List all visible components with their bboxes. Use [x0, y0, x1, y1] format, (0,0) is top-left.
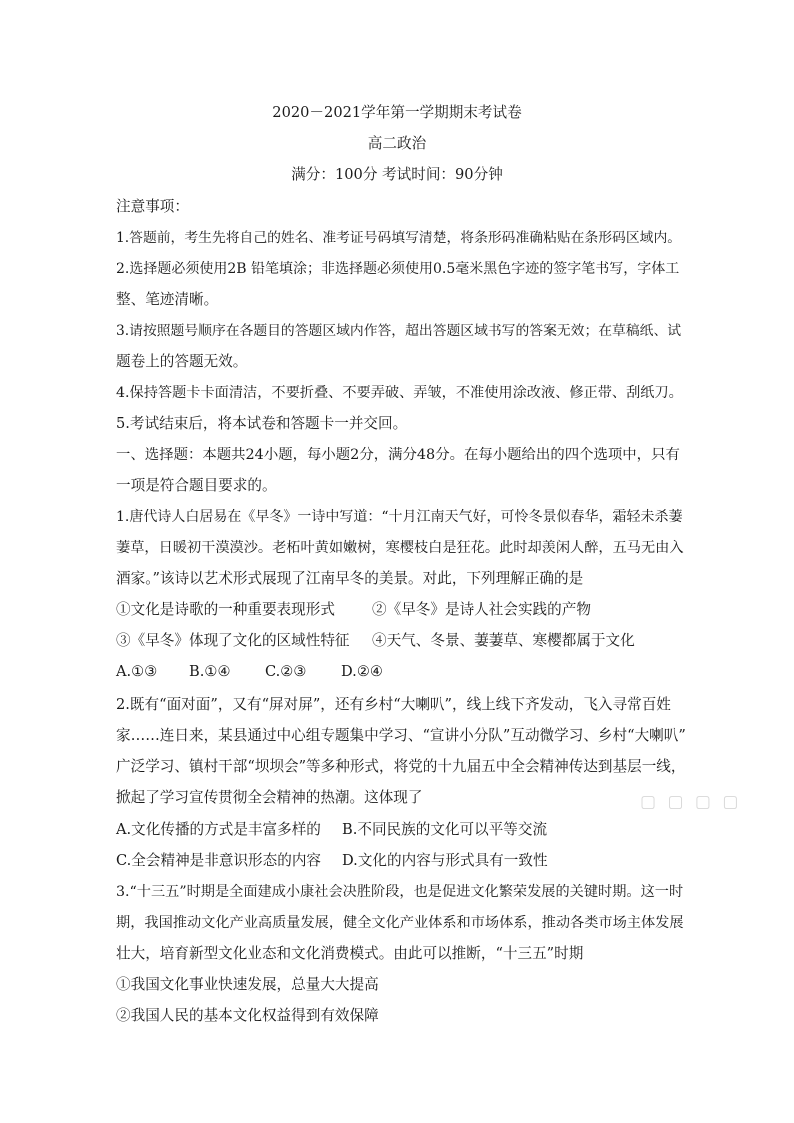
question-1-choice-b: B.①④ — [189, 663, 231, 680]
question-1-statement: ②《早冬》是诗人社会实践的产物 — [372, 601, 591, 618]
question-3-statement: ②我国人民的基本文化权益得到有效保障 — [116, 1007, 379, 1024]
watermark: ▢ ▢ ▢ ▢ — [640, 792, 742, 812]
section-heading: 一、选择题：本题共24小题，每小题2分，满分48分。在每小题给出的四个选项中，只有 — [116, 447, 680, 463]
exam-title: 2020－2021学年第一学期期末考试卷 — [272, 104, 522, 121]
exam-subject: 高二政治 — [367, 135, 427, 152]
notice-line: 5.考试结束后，将本试卷和答题卡一并交回。 — [116, 415, 408, 432]
notice-line: 整、笔迹清晰。 — [116, 291, 219, 308]
question-2-choice-b: B.不同民族的文化可以平等交流 — [342, 821, 548, 838]
question-2-text: 掀起了学习宣传贯彻全会精神的热潮。这体现了 — [116, 789, 423, 806]
question-1-choice-d: D.②④ — [341, 663, 383, 680]
question-1-choice-a: A.①③ — [116, 663, 158, 680]
question-2-text: 家……连日来，某县通过中心组专题集中学习、“宣讲小分队”互动微学习、乡村“大喇叭” — [116, 727, 686, 744]
question-2-choice-c: C.全会精神是非意识形态的内容 — [116, 852, 322, 869]
question-1-text: 萋草，日暖初干漠漠沙。老柘叶黄如嫩树，寒樱枝白是狂花。此时却羡闲人醉，五马无由入 — [116, 540, 684, 556]
question-2-choice-d: D.文化的内容与形式具有一致性 — [342, 852, 548, 869]
exam-info: 满分：100分 考试时间：90分钟 — [291, 166, 503, 183]
question-1-text: 1.唐代诗人白居易在《早冬》一诗中写道：“十月江南天气好，可怜冬景似春华，霜轻未杀萋 — [116, 509, 683, 525]
question-1-text: 酒家。”该诗以艺术形式展现了江南早冬的美景。对此，下列理解正确的是 — [116, 570, 584, 587]
question-1-statement: ①文化是诗歌的一种重要表现形式 — [116, 601, 335, 618]
question-2-text: 2.既有“面对面”，又有“屏对屏”，还有乡村“大喇叭”，线上线下齐发动，飞入寻常百姓 — [116, 696, 671, 713]
notice-line: 4.保持答题卡卡面清洁，不要折叠、不要弄破、弄皱，不准使用涂改液、修正带、刮纸刀。 — [116, 385, 683, 401]
notice-line: 题卷上的答题无效。 — [116, 353, 248, 370]
notice-heading: 注意事项： — [116, 198, 189, 215]
notice-line: 1.答题前，考生先将自己的姓名、准考证号码填写清楚，将条形码准确粘贴在条形码区域内。 — [116, 230, 682, 246]
question-2-choice-a: A.文化传播的方式是丰富多样的 — [116, 821, 321, 838]
question-1-statement: ③《早冬》体现了文化的区域性特征 — [116, 632, 350, 649]
question-1-statement: ④天气、冬景、萋萋草、寒樱都属于文化 — [372, 632, 635, 649]
question-3-text: 壮大，培育新型文化业态和文化消费模式。由此可以推断，“十三五”时期 — [116, 945, 584, 962]
question-3-statement: ①我国文化事业快速发展，总量大大提高 — [116, 976, 379, 993]
notice-line: 3.请按照题号顺序在各题目的答题区域内作答，超出答题区域书写的答案无效；在草稿纸、试 — [116, 323, 682, 339]
notice-line: 2.选择题必须使用2B 铅笔填涂；非选择题必须使用0.5毫米黑色字迹的签字笔书写，字体工 — [116, 261, 680, 277]
question-2-text: 广泛学习、镇村干部“坝坝会”等多种形式，将党的十九届五中全会精神传达到基层一线， — [116, 758, 686, 775]
section-heading: 一项是符合题目要求的。 — [116, 477, 277, 494]
question-1-choice-c: C.②③ — [265, 663, 307, 680]
question-3-text: 3.“十三五”时期是全面建成小康社会决胜阶段，也是促进文化繁荣发展的关键时期。这一时 — [116, 884, 684, 900]
question-3-text: 期，我国推动文化产业高质量发展，健全文化产业体系和市场体系，推动各类市场主体发展 — [116, 915, 684, 931]
